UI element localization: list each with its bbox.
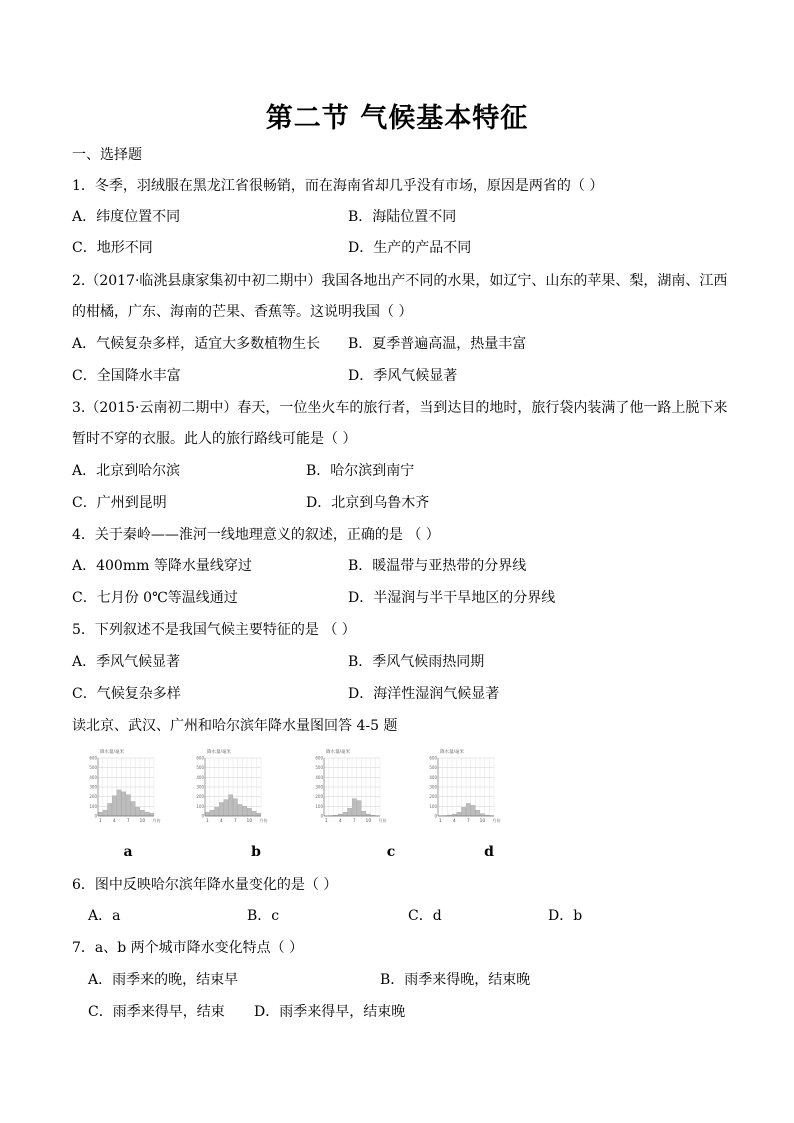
chart-xtick-label: 7 [466, 819, 470, 824]
chart-bar [229, 795, 233, 816]
question-6-option-d: D．b [548, 908, 583, 924]
chart-xtick-label: 1 [438, 819, 442, 824]
question-5-option-c: C．气候复杂多样 [72, 686, 181, 702]
question-6-option-b: B．c [247, 908, 280, 924]
chart-bar [145, 812, 149, 816]
question-4-option-c: C．七月份 0℃等温线通过 [72, 590, 238, 606]
question-2-option-b: B．夏季普遍高温，热量丰富 [348, 336, 527, 352]
chart-xtick-label: 7 [233, 819, 237, 824]
question-2-option-a: A．气候复杂多样，适宜大多数植物生长 [72, 336, 321, 352]
chart-ytick-label: 400 [429, 774, 437, 780]
chart-ylabel: 降水量/毫米 [326, 750, 351, 755]
chart-xtick-label: 4 [112, 819, 116, 824]
question-3-stem-line1: 3.（2015·云南初二期中）春天，一位坐火车的旅行者，当到达目的地时，旅行袋内装满了他一路上脱下来 [72, 400, 728, 416]
chart-xtick-label: 1 [324, 819, 328, 824]
chart-bar [462, 807, 466, 816]
chart-bar [471, 805, 475, 816]
question-5-stem: 5．下列叙述不是我国气候主要特征的是 （ ） [72, 622, 356, 638]
chart-xtick-label: 1 [98, 819, 102, 824]
chart-xtick-label: 4 [338, 819, 342, 824]
chart-ytick-label: 400 [196, 774, 204, 780]
question-2-option-c: C．全国降水丰富 [72, 368, 181, 384]
chart-bar [210, 810, 214, 816]
chart-xtick-label: 1 [205, 819, 209, 824]
chart-ytick-label: 100 [89, 803, 97, 809]
precip-chart-a [88, 746, 188, 826]
chart-bar [112, 796, 116, 816]
question-6-option-a: A．a [88, 908, 121, 924]
chart-ytick-label: 300 [89, 784, 97, 790]
chart-ytick-label: 0 [434, 813, 437, 819]
chart-bar [140, 810, 144, 816]
chart-ytick-label: 200 [315, 794, 323, 800]
chart-bar [466, 803, 470, 816]
question-2-stem-line1: 2.（2017·临洮县康家集初中初二期中）我国各地出产不同的水果，如辽宁、山东的苹果、梨，湖南、江西 [72, 273, 728, 289]
question-3-option-d: D．北京到乌鲁木齐 [306, 495, 430, 511]
chart-bar [136, 807, 140, 816]
chart-bar [122, 792, 126, 816]
precip-chart-b-svg [195, 746, 295, 826]
chart-bar [108, 803, 112, 816]
chart-label-b: b [251, 844, 261, 860]
chart-ylabel: 降水量/毫米 [440, 750, 465, 755]
chart-ytick-label: 500 [196, 765, 204, 771]
chart-xtick-label: 10 [246, 819, 253, 824]
chart-bar [150, 813, 154, 816]
chart-bar [348, 808, 352, 816]
chart-bar [103, 810, 107, 816]
question-4-option-a: A．400mm 等降水量线穿过 [72, 558, 252, 574]
chart-bar [219, 802, 223, 816]
chart-bar [357, 801, 361, 816]
chart-bar [131, 802, 135, 817]
chart-bar [457, 812, 461, 816]
question-7-option-d: D．雨季来得早，结束晚 [254, 1004, 406, 1020]
question-1-option-b: B．海陆位置不同 [348, 209, 457, 225]
question-2-option-d: D．季风气候显著 [348, 368, 458, 384]
chart-ytick-label: 400 [89, 774, 97, 780]
precip-chart-b [195, 746, 295, 826]
chart-ytick-label: 600 [196, 755, 204, 761]
chart-ytick-label: 0 [320, 813, 323, 819]
chart-label-a: a [123, 844, 133, 860]
precip-chart-d-svg [428, 746, 528, 826]
question-2-stem-line2: 的柑橘，广东、海南的芒果、香蕉等。这说明我国（ ） [72, 304, 413, 320]
chart-bar [98, 812, 102, 816]
question-7-option-a: A．雨季来的晚，结束早 [88, 972, 239, 988]
chart-xlabel: 月份 [259, 818, 268, 823]
chart-xtick-label: 10 [479, 819, 486, 824]
chart-xtick-label: 10 [139, 819, 146, 824]
chart-ytick-label: 600 [315, 755, 323, 761]
question-1-stem: 1．冬季，羽绒服在黑龙江省很畅销，而在海南省却几乎没有市场，原因是两省的（ ） [72, 178, 604, 194]
chart-xtick-label: 4 [452, 819, 456, 824]
chart-bar [243, 806, 247, 816]
chart-ytick-label: 300 [196, 784, 204, 790]
question-4-stem: 4．关于秦岭——淮河一线地理意义的叙述，正确的是 （ ） [72, 527, 440, 543]
chart-bar [476, 810, 480, 816]
question-3-option-b: B．哈尔滨到南宁 [306, 463, 415, 479]
question-3-option-c: C．广州到昆明 [72, 495, 167, 511]
chart-xtick-label: 4 [219, 819, 223, 824]
chart-ytick-label: 300 [315, 784, 323, 790]
question-1-option-d: D．生产的产品不同 [348, 240, 472, 256]
question-4-option-d: D．半湿润与半干旱地区的分界线 [348, 590, 556, 606]
chart-bar [205, 812, 209, 816]
chart-xlabel: 月份 [378, 818, 387, 823]
precip-chart-a-svg [88, 746, 188, 826]
precip-chart-c [314, 746, 414, 826]
chart-intro: 读北京、武汉、广州和哈尔滨年降水量图回答 4-5 题 [72, 718, 398, 734]
chart-label-d: d [484, 844, 494, 860]
chart-bar [126, 795, 130, 816]
question-5-option-d: D．海洋性湿润气候显著 [348, 686, 500, 702]
chart-ytick-label: 500 [429, 765, 437, 771]
chart-xlabel: 月份 [492, 818, 501, 823]
chart-bar [215, 807, 219, 816]
question-3-stem-line2: 暂时不穿的衣服。此人的旅行路线可能是（ ） [72, 431, 357, 447]
chart-bar [233, 799, 237, 816]
chart-ytick-label: 600 [89, 755, 97, 761]
chart-ytick-label: 0 [201, 813, 204, 819]
question-7-option-b: B．雨季来得晚，结束晚 [380, 972, 531, 988]
question-5-option-a: A．季风气候显著 [72, 654, 181, 670]
chart-bar [257, 813, 261, 816]
section-heading: 一、选择题 [72, 147, 142, 163]
chart-ytick-label: 200 [196, 794, 204, 800]
chart-bar [252, 811, 256, 816]
chart-ytick-label: 300 [429, 784, 437, 790]
question-7-option-c: C．雨季来得早，结束 [88, 1004, 225, 1020]
question-5-option-b: B．季风气候雨热同期 [348, 654, 485, 670]
chart-ylabel: 降水量/毫米 [100, 750, 125, 755]
chart-xlabel: 月份 [152, 818, 161, 823]
chart-ytick-label: 100 [429, 803, 437, 809]
chart-ytick-label: 200 [429, 794, 437, 800]
chart-bar [352, 799, 356, 816]
chart-ylabel: 降水量/毫米 [207, 750, 232, 755]
chart-ytick-label: 600 [429, 755, 437, 761]
chart-bar [247, 808, 251, 816]
page-title: 第二节 气候基本特征 [265, 103, 529, 134]
question-7-stem: 7．a、b 两个城市降水变化特点（ ） [72, 940, 304, 956]
chart-bar [117, 790, 121, 816]
question-4-option-b: B．暖温带与亚热带的分界线 [348, 558, 527, 574]
chart-ytick-label: 100 [315, 803, 323, 809]
question-6-stem: 6．图中反映哈尔滨年降水量变化的是（ ） [72, 877, 338, 893]
precip-chart-d [428, 746, 528, 826]
chart-ytick-label: 500 [315, 765, 323, 771]
question-1-option-c: C．地形不同 [72, 240, 153, 256]
question-1-option-a: A．纬度位置不同 [72, 209, 181, 225]
chart-ytick-label: 500 [89, 765, 97, 771]
chart-ytick-label: 400 [315, 774, 323, 780]
chart-bar [343, 812, 347, 816]
chart-xtick-label: 10 [365, 819, 372, 824]
chart-ytick-label: 200 [89, 794, 97, 800]
question-6-option-c: C．d [408, 908, 442, 924]
chart-xtick-label: 7 [126, 819, 130, 824]
chart-bar [238, 804, 242, 816]
chart-bar [362, 811, 366, 816]
precip-chart-c-svg [314, 746, 414, 826]
chart-bar [480, 814, 484, 816]
chart-xtick-label: 7 [352, 819, 356, 824]
chart-ytick-label: 0 [94, 813, 97, 819]
question-3-option-a: A．北京到哈尔滨 [72, 463, 181, 479]
chart-bar [224, 800, 228, 816]
chart-ytick-label: 100 [196, 803, 204, 809]
chart-label-c: c [386, 844, 396, 860]
